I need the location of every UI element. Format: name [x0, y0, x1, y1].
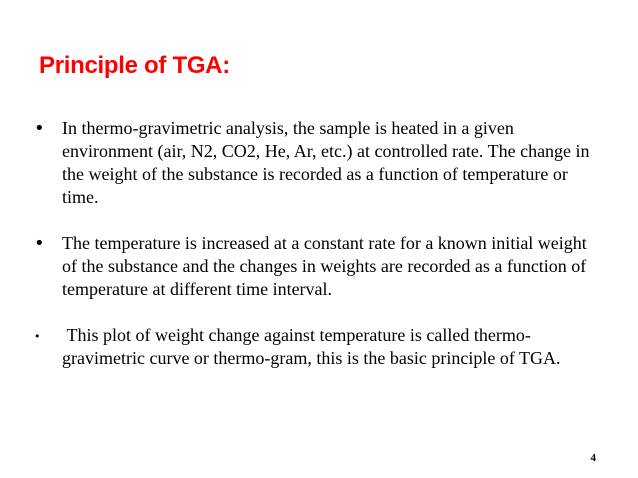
bullet-item — [34, 324, 606, 370]
bullet-item — [34, 117, 606, 209]
bullet-marker: • — [34, 118, 45, 139]
bullet-marker: • — [34, 330, 41, 343]
bullet-text: This plot of weight change against temperature is called thermo-gravimetric curve or thermo-gram, this is the basic principle of TGA. — [62, 325, 561, 368]
bullet-text: In thermo-gravimetric analysis, the sample is heated in a given environment (air, N2, CO2, He, Ar, etc.) at controlled rate. The change in the weight of the substance is recorded as a function of temperature or time. — [62, 118, 590, 207]
page-number: 4 — [590, 452, 596, 464]
slide-title: Principle of TGA: — [39, 52, 230, 79]
bullet-marker: • — [34, 233, 45, 254]
bullet-item — [34, 232, 606, 301]
bullet-list — [34, 117, 606, 370]
bullet-text: The temperature is increased at a constant rate for a known initial weight of the substance and the changes in weights are recorded as a function of temperature at different time interval. — [62, 233, 587, 299]
